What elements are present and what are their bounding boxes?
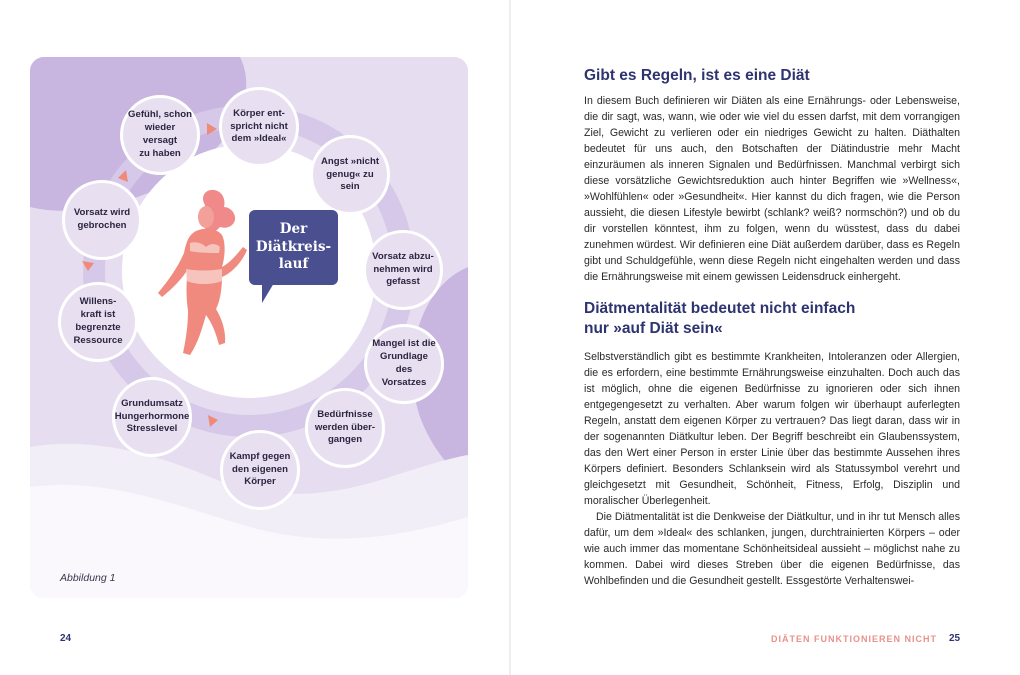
cycle-node-label: Körper ent- spricht nicht dem »Ideal« (230, 107, 288, 145)
cycle-node-vorsatz-gefasst (363, 230, 443, 310)
cycle-node-label: Angst »nicht genug« zu sein (320, 155, 380, 193)
cycle-node-label: Gefühl, schon wieder versagt zu haben (128, 109, 192, 159)
page-number-left: 24 (60, 633, 72, 644)
cycle-node-angst (310, 135, 390, 215)
cycle-title: Der Diätkreis- lauf (255, 221, 332, 273)
body-paragraph-2: Selbstverständlich gibt es bestimmte Krankheiten, Intoleranzen oder Allergien, die es erfordern, eine bestimmte Ernährungsweise einzuhalten. Doch auch das ist möglich, ohne die eigenen Bedürfnisse zu ignorieren oder sich ihnen entgegengesetzt zu verhalten. Aber warum folgen wir überhaupt auferlegten Regeln, anstatt dem eigenen Körper zu vertrauen? Das liegt daran, dass wir in der sogenannten Diätkultur leben. Der Begriff beschreibt ein Glaubenssystem, das den Wert einer Person in erster Linie über das bestimmte Aussehen ihres Körpers definiert. Besonders Schlanksein wird als Statussymbol verehrt und gleichgesetzt mit Gesundheit, Schönheit, Fitness, Erfolg, Disziplin und moralischer Überlegenheit. (584, 351, 960, 507)
page-number-right: 25 (949, 633, 961, 644)
cycle-node-koerper-ideal (219, 87, 299, 167)
cycle-node-kampf (220, 430, 300, 510)
section-heading-1: Gibt es Regeln, ist es eine Diät (584, 67, 810, 84)
body-paragraph-3: Die Diätmentalität ist die Denkweise der Diätkultur, und in ihr tut Mensch alles dafür, um dem »Ideal« des schlanken, jungen, durchtrainierten Körpers – oder wie auch immer das momentane Schönheitsideal aussieht – möglichst nahe zu kommen. Dabei wird dieses Streben über die eigenen Bedürfnisse, das Wohlbefinden und die Gesundheit gestellt. Essgestörte Verhaltenswei- (584, 511, 960, 587)
page-gutter (509, 0, 511, 675)
cycle-node-label: Mangel ist die Grundlage des Vorsatzes (372, 338, 436, 388)
cycle-node-beduerfnisse (305, 388, 385, 468)
cycle-node-grundumsatz (112, 377, 192, 457)
cycle-node-label: Bedürfnisse werden über- gangen (314, 408, 376, 446)
diet-cycle-figure (30, 57, 468, 598)
cycle-node-label: Grundumsatz Hungerhormone Stresslevel (114, 397, 190, 435)
figure-caption: Abbildung 1 (60, 572, 116, 584)
cycle-node-mangel (364, 324, 444, 404)
cycle-node-label: Vorsatz wird gebrochen (73, 207, 131, 231)
cycle-node-label: Vorsatz abzu- nehmen wird gefasst (372, 250, 434, 288)
cycle-node-label: Kampf gegen den eigenen Körper (229, 450, 291, 488)
section-heading-2: Diätmentalität bedeutet nicht einfach nur »auf Diät sein« (584, 300, 856, 337)
running-head: DIÄTEN FUNKTIONIEREN NICHT (771, 634, 937, 644)
cycle-node-label: Willens- kraft ist begrenzte Ressource (73, 296, 123, 346)
cycle-node-willenskraft (58, 282, 138, 362)
cycle-node-versagt (120, 95, 200, 175)
body-paragraph-1: In diesem Buch definieren wir Diäten als eine Ernährungs- oder Lebensweise, die dir sagt, was, wann, wie oder wie viel du essen darfst, mit dem vorrangigen Ziel, Gewicht zu verlieren oder ein niedriges Gewicht zu halten. Diäthalten bedeutet für uns auch, den Botschaften der Diätindustrie mehr Macht einzuräumen als inneren Signalen und Bedürfnissen. Manchmal verbirgt sich diese vorsätzliche Gewichtsreduktion auch hinter Begriffen wie »Wellness«, »Wohlfühlen« oder »Gesundheit«. Hier kannst du dich fragen, wie die Person aussieht, die diesen Lifestyle bewirbt (schlank? weiß? normschön?) und ob du dir vorstellen könntest, ihm zu folgen, wenn du wüsstest, dass du dabei zunehmen würdest. Wir definieren eine Diät außerdem darüber, dass es Regeln gibt und Schuldgefühle, wenn diese Regeln nicht eingehalten werden und dass die Ernährungsweise mit einem gewissen Leidensdruck einhergeht. (584, 95, 960, 283)
cycle-title-bubble (249, 210, 338, 285)
cycle-node-vorsatz-gebrochen (62, 180, 142, 260)
speech-bubble-tail (262, 283, 274, 303)
